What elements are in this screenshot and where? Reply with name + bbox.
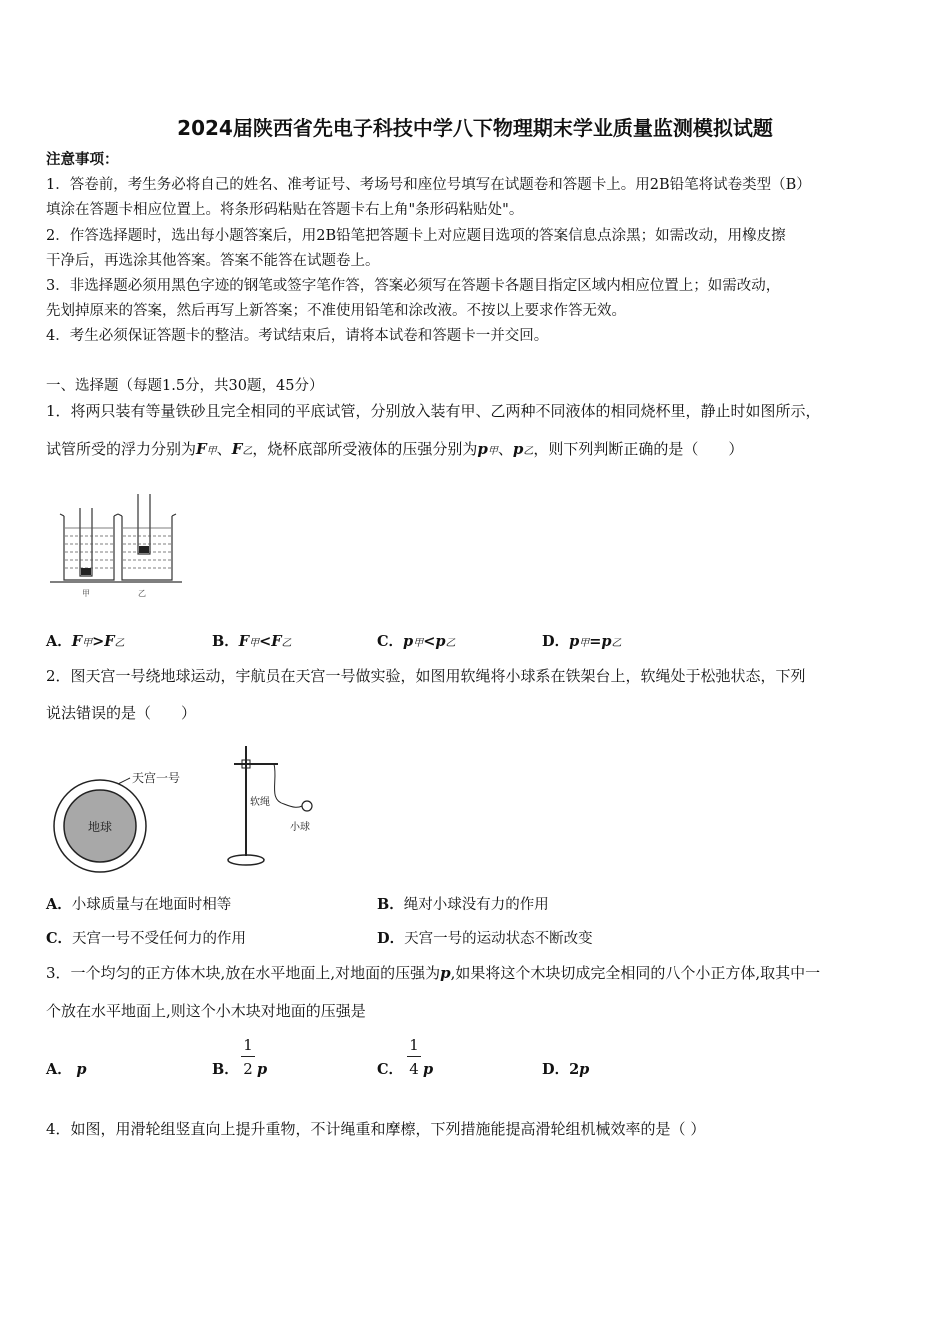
- q1-beaker-figure: [46, 488, 186, 600]
- q2-stem-line2: 说法错误的是（ ）: [46, 704, 197, 722]
- q1-stem-line2: 试管所受的浮力分别为F甲、F乙，烧杯底部所受液体的压强分别为p甲、p乙，则下列判断正确的是（ ）: [46, 440, 744, 458]
- q2-earth-figure: [50, 762, 181, 877]
- q3-option-b[interactable]: B．: [212, 1061, 239, 1078]
- notice-line: 4．考生必须保证答题卡的整洁。考试结束后，请将本试卷和答题卡一并交回。: [46, 328, 549, 344]
- q2-option-d[interactable]: D．天宫一号的运动状态不断改变: [377, 930, 593, 947]
- q2-option-b[interactable]: B．绳对小球没有力的作用: [377, 896, 549, 913]
- q1-option-d[interactable]: D．p甲=p乙: [542, 633, 622, 650]
- q1-option-b[interactable]: B．F甲<F乙: [212, 633, 292, 650]
- q3-stem-line2: 个放在水平地面上,则这个小木块对地面的压强是: [46, 1002, 366, 1020]
- q1-stem-line1: 1．将两只装有等量铁砂且完全相同的平底试管，分别放入装有甲、乙两种不同液体的相同烧杯里，静止时如图所示，: [46, 402, 821, 420]
- q3-c-fraction-bar: [407, 1056, 421, 1057]
- q3-b-fraction-bar: [241, 1056, 255, 1057]
- notice-line: 先划掉原来的答案，然后再写上新答案；不准使用铅笔和涂改液。不按以上要求作答无效。: [46, 303, 626, 319]
- q3-option-d[interactable]: D．2p: [542, 1061, 590, 1078]
- notice-line: 干净后，再选涂其他答案。答案不能答在试题卷上。: [46, 253, 380, 269]
- fig-label-jia: 甲: [82, 589, 90, 598]
- q3-b-numerator: 1: [243, 1036, 253, 1054]
- q3-option-c[interactable]: C．: [377, 1061, 404, 1078]
- q2-option-a[interactable]: A．小球质量与在地面时相等: [46, 896, 232, 913]
- page-title: 2024届陕西省先电子科技中学八下物理期末学业质量监测模拟试题: [177, 116, 773, 140]
- q2-stem-line1: 2．图天宫一号绕地球运动，宇航员在天宫一号做实验，如图用软绳将小球系在铁架台上，软绳处于松弛状态，下列: [46, 667, 806, 685]
- q2-option-c[interactable]: C．天宫一号不受任何力的作用: [46, 930, 247, 947]
- notice-line: 2．作答选择题时，选出每小题答案后，用2B铅笔把答题卡上对应题目选项的答案信息点涂黑；如需改动，用橡皮擦: [46, 228, 786, 244]
- rope-label: 软绳: [250, 797, 270, 808]
- q4-stem-line1: 4．如图，用滑轮组竖直向上提升重物，不计绳重和摩檫，下列措施能提高滑轮组机械效率的是（ ）: [46, 1120, 706, 1138]
- q3-stem-line1: 3．一个均匀的正方体木块,放在水平地面上,对地面的压强为p,如果将这个木块切成完全相同的八个小正方体,取其中一: [46, 964, 821, 982]
- q3-b-var: p: [257, 1061, 268, 1078]
- station-label: 天宫一号: [132, 771, 181, 785]
- ball-label: 小球: [290, 822, 310, 833]
- q1-option-c[interactable]: C．p甲<p乙: [377, 633, 456, 650]
- q2-stand-figure: [222, 740, 322, 875]
- fig-label-yi: 乙: [138, 589, 146, 598]
- q3-c-var: p: [423, 1061, 434, 1078]
- q3-c-numerator: 1: [409, 1036, 419, 1054]
- q3-c-denominator: 4: [409, 1060, 419, 1078]
- notice-heading: 注意事项：: [46, 151, 119, 168]
- section-heading: 一、选择题（每题1.5分，共30题，45分）: [46, 378, 324, 394]
- q1-option-a[interactable]: A．F甲>F乙: [46, 633, 125, 650]
- notice-line: 1．答卷前，考生务必将自己的姓名、准考证号、考场号和座位号填写在试题卷和答题卡上。用2B铅笔将试卷类型（B）: [46, 177, 811, 193]
- q3-option-a[interactable]: A． p: [46, 1061, 87, 1078]
- earth-label: 地球: [88, 820, 113, 834]
- notice-line: 3．非选择题必须用黑色字迹的钢笔或签字笔作答，答案必须写在答题卡各题目指定区域内相应位置上；如需改动，: [46, 278, 781, 294]
- notice-line: 填涂在答题卡相应位置上。将条形码粘贴在答题卡右上角"条形码粘贴处"。: [46, 202, 524, 218]
- q3-b-denominator: 2: [243, 1060, 253, 1078]
